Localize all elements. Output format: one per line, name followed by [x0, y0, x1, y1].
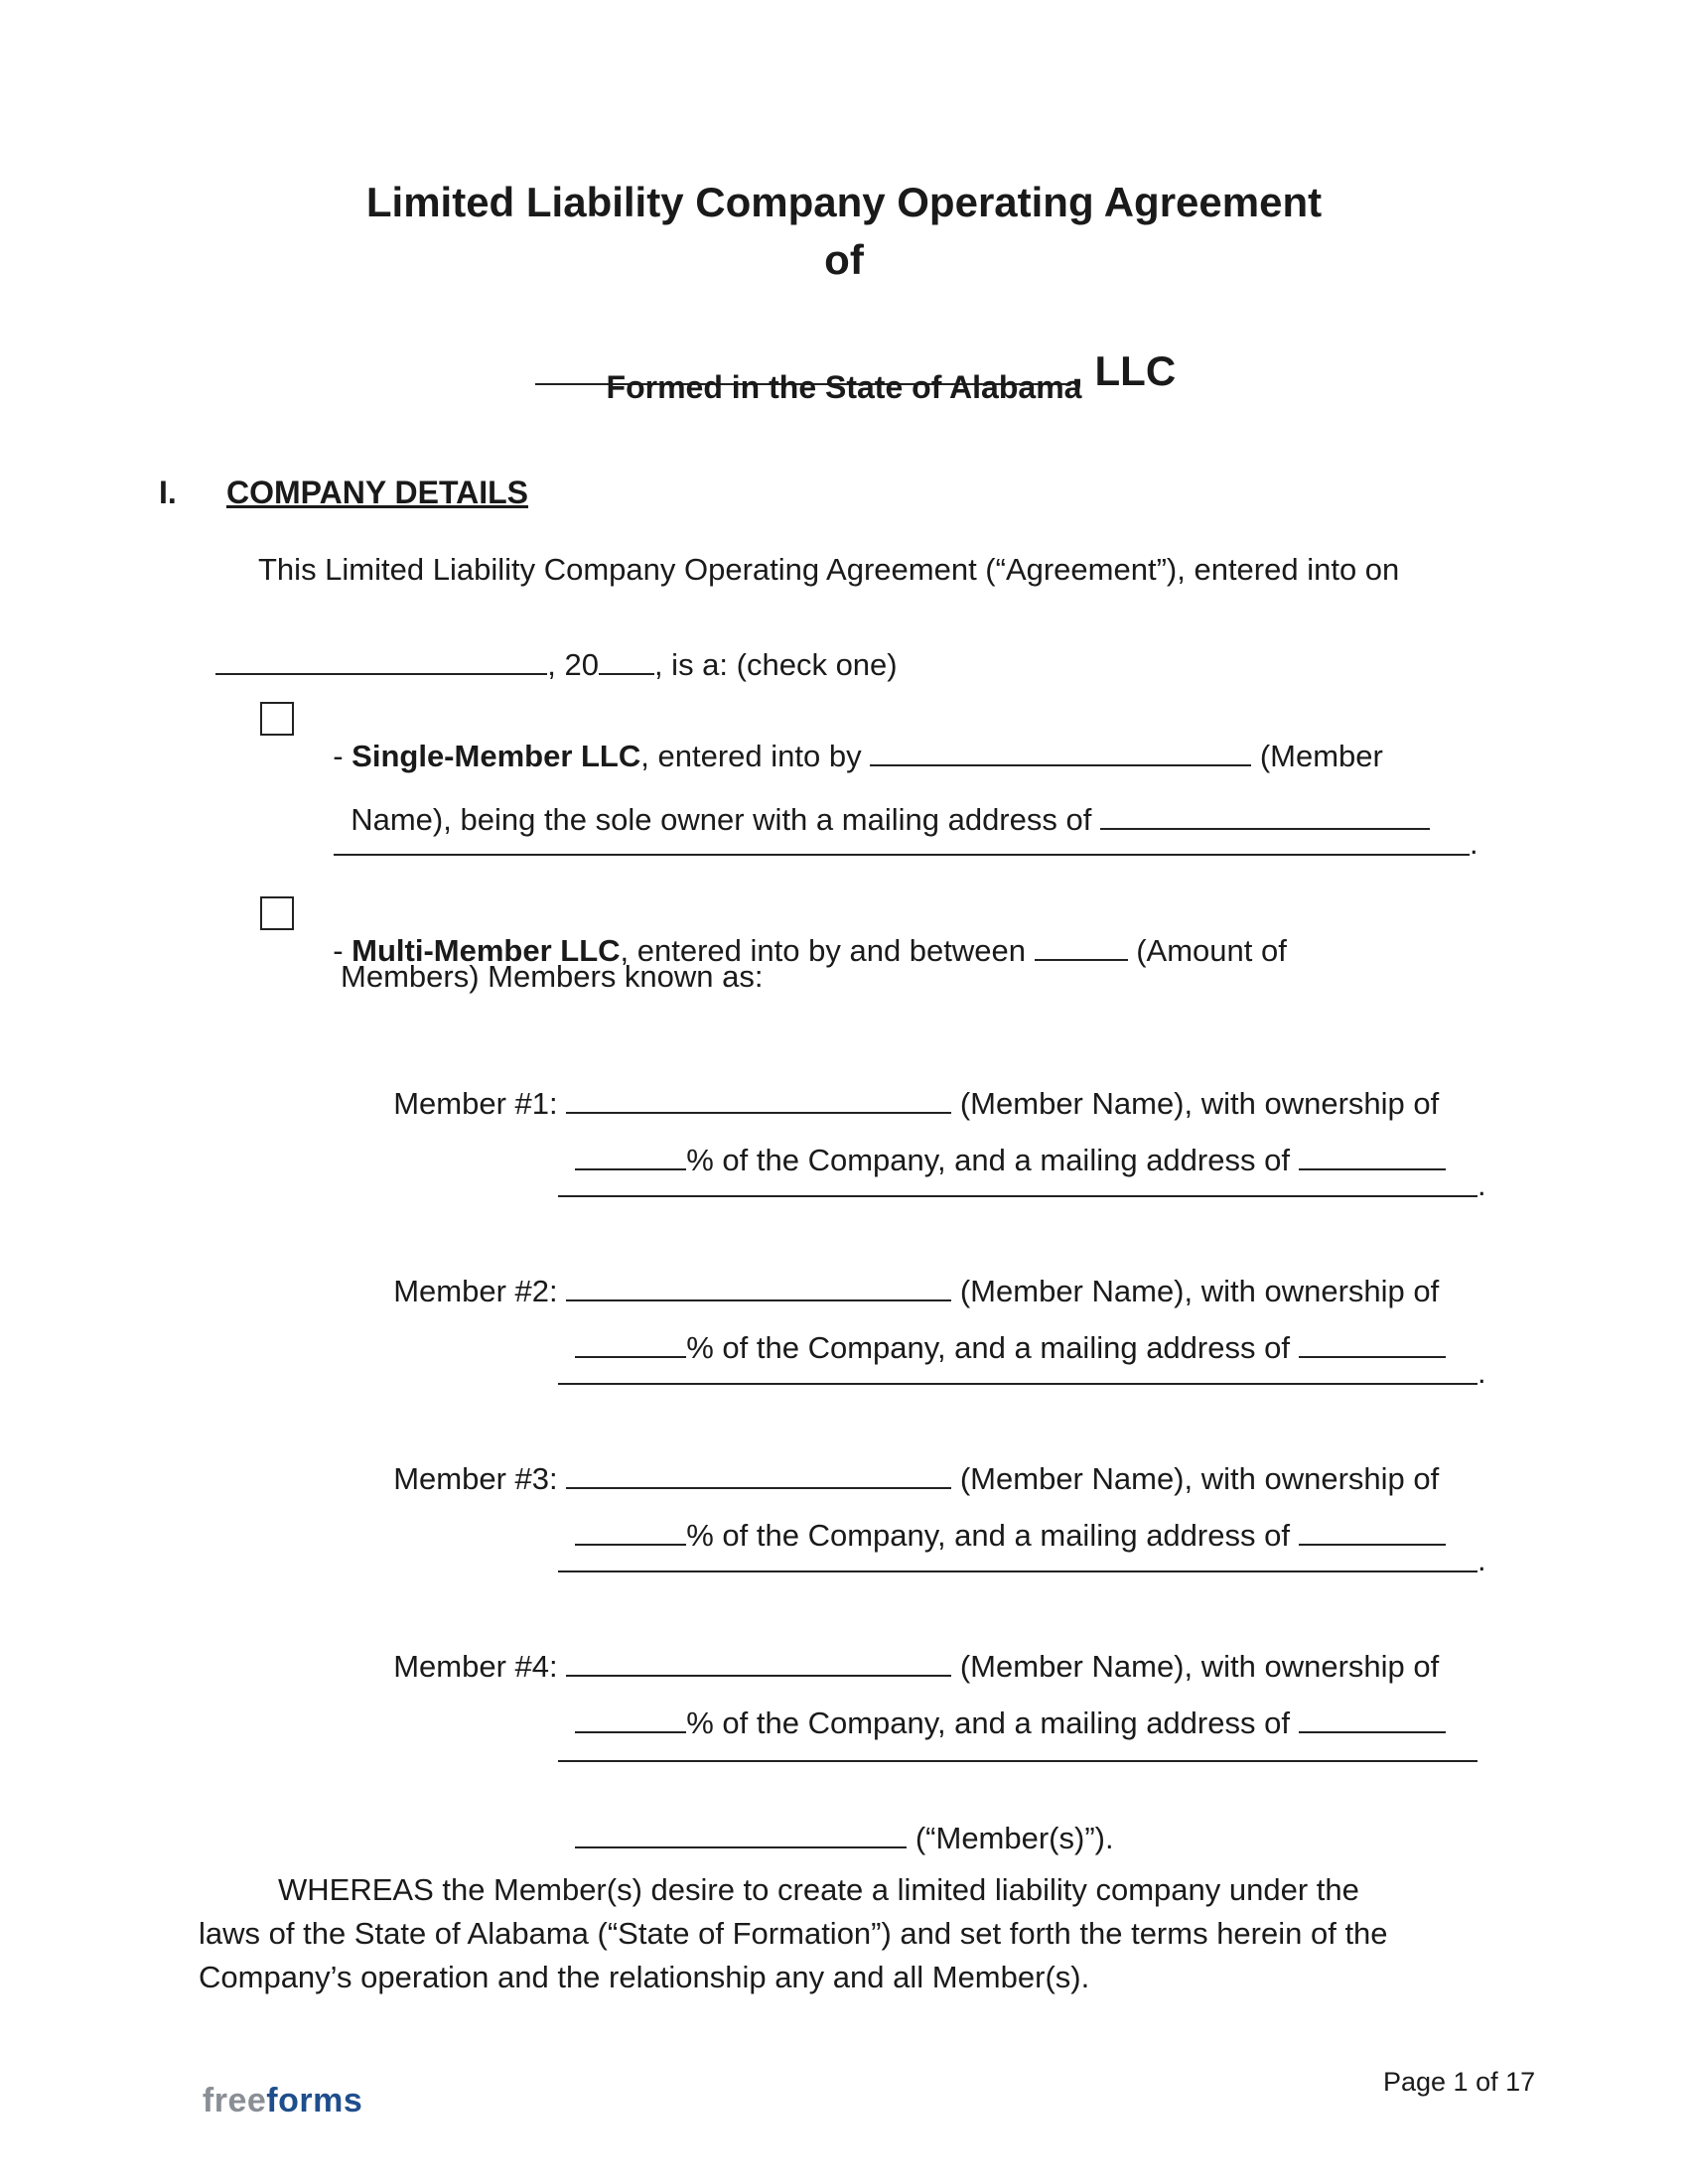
- section-number: I.: [159, 475, 177, 510]
- title-of: of: [824, 236, 864, 283]
- intro-line-1: This Limited Liability Company Operating Agreement (“Agreement”), entered into on: [258, 552, 1400, 587]
- single-member-address-line-2[interactable]: [334, 854, 1470, 856]
- member-1-percent-blank[interactable]: [575, 1138, 686, 1170]
- multi-member-line-1: [316, 897, 1287, 966]
- member-4-label: Member #4:: [393, 1649, 567, 1684]
- multi-member-checkbox[interactable]: [260, 896, 294, 930]
- member-2-label: Member #2:: [393, 1274, 567, 1308]
- single-member-checkbox[interactable]: [260, 702, 294, 736]
- intro-line-2: [199, 612, 898, 680]
- member-1-name-hint: (Member Name), with ownership of: [951, 1086, 1440, 1121]
- single-member-label: Single-Member LLC: [352, 739, 641, 773]
- document-title: Limited Liability Company Operating Agreement: [365, 179, 1323, 225]
- whereas-line-2: laws of the State of Alabama (“State of Formation”) and set forth the terms herein of the: [199, 1916, 1388, 1951]
- member-1-percent-text: % of the Company, and a mailing address of: [686, 1143, 1299, 1177]
- check-one-text: , is a: (check one): [653, 647, 898, 682]
- multi-member-line-2: Members) Members known as:: [341, 959, 764, 994]
- page-number: Page 1 of 17: [1383, 2067, 1536, 2097]
- member-1-end: .: [1477, 1167, 1486, 1202]
- member-3-line-2: [558, 1482, 1446, 1551]
- single-member-owner-text: Name), being the sole owner with a mailing address of: [351, 802, 1100, 837]
- member-2-address-line-2[interactable]: [558, 1383, 1477, 1385]
- member-4-percent-blank[interactable]: [575, 1701, 686, 1733]
- whereas-line-3: Company’s operation and the relationship any and all Member(s).: [199, 1960, 1090, 1994]
- member-2-end: .: [1477, 1355, 1486, 1390]
- multi-member-entered: , entered into by and between: [620, 933, 1035, 968]
- member-3-address-blank[interactable]: [1299, 1513, 1446, 1546]
- single-member-name-hint: (Member: [1251, 739, 1383, 773]
- llc-suffix: , LLC: [1071, 347, 1177, 394]
- member-4-address-line-3[interactable]: [575, 1816, 907, 1848]
- member-1-label: Member #1:: [393, 1086, 567, 1121]
- member-3-percent-text: % of the Company, and a mailing address of: [686, 1518, 1299, 1553]
- logo-free: free: [202, 2082, 267, 2119]
- single-member-address-blank[interactable]: [1100, 797, 1430, 830]
- member-3-end: .: [1477, 1543, 1486, 1577]
- single-member-line-2: [334, 766, 1430, 835]
- member-2-address-blank[interactable]: [1299, 1325, 1446, 1358]
- formed-in-state: Formed in the State of Alabama: [606, 369, 1082, 405]
- single-member-name-blank[interactable]: [870, 734, 1251, 766]
- member-4-name-hint: (Member Name), with ownership of: [951, 1649, 1440, 1684]
- whereas-line-1: WHEREAS the Member(s) desire to create a limited liability company under the: [278, 1872, 1359, 1907]
- member-4-address-blank[interactable]: [1299, 1701, 1446, 1733]
- member-4-end: (“Member(s)”).: [907, 1821, 1114, 1855]
- member-2-name-hint: (Member Name), with ownership of: [951, 1274, 1440, 1308]
- multi-member-dash: -: [333, 933, 352, 968]
- section-title: COMPANY DETAILS: [226, 475, 529, 510]
- member-1-line-2: [558, 1107, 1446, 1175]
- single-member-dash: -: [333, 739, 352, 773]
- single-member-line-1: [316, 703, 1383, 771]
- single-member-end-period: .: [1470, 826, 1478, 861]
- year-prefix: , 20: [547, 647, 599, 682]
- member-1-address-line-2[interactable]: [558, 1195, 1477, 1197]
- member-3-name-hint: (Member Name), with ownership of: [951, 1461, 1440, 1496]
- member-4-line-4: [558, 1785, 1114, 1853]
- member-4-address-line-2[interactable]: [558, 1760, 1477, 1762]
- date-blank[interactable]: [215, 642, 547, 675]
- member-1-address-blank[interactable]: [1299, 1138, 1446, 1170]
- member-4-line-2: [558, 1670, 1446, 1738]
- multi-member-label: Multi-Member LLC: [352, 933, 621, 968]
- member-3-percent-blank[interactable]: [575, 1513, 686, 1546]
- logo-forms: forms: [266, 2082, 363, 2119]
- member-3-label: Member #3:: [393, 1461, 567, 1496]
- member-3-address-line-2[interactable]: [558, 1570, 1477, 1572]
- member-2-line-2: [558, 1295, 1446, 1363]
- amount-hint: (Amount of: [1127, 933, 1287, 968]
- single-member-entered: , entered into by: [640, 739, 871, 773]
- member-4-percent-text: % of the Company, and a mailing address of: [686, 1706, 1299, 1740]
- freeforms-logo[interactable]: [183, 2043, 362, 2120]
- member-count-blank[interactable]: [1035, 928, 1128, 961]
- member-2-percent-text: % of the Company, and a mailing address of: [686, 1330, 1299, 1365]
- member-2-percent-blank[interactable]: [575, 1325, 686, 1358]
- year-blank[interactable]: [599, 642, 654, 675]
